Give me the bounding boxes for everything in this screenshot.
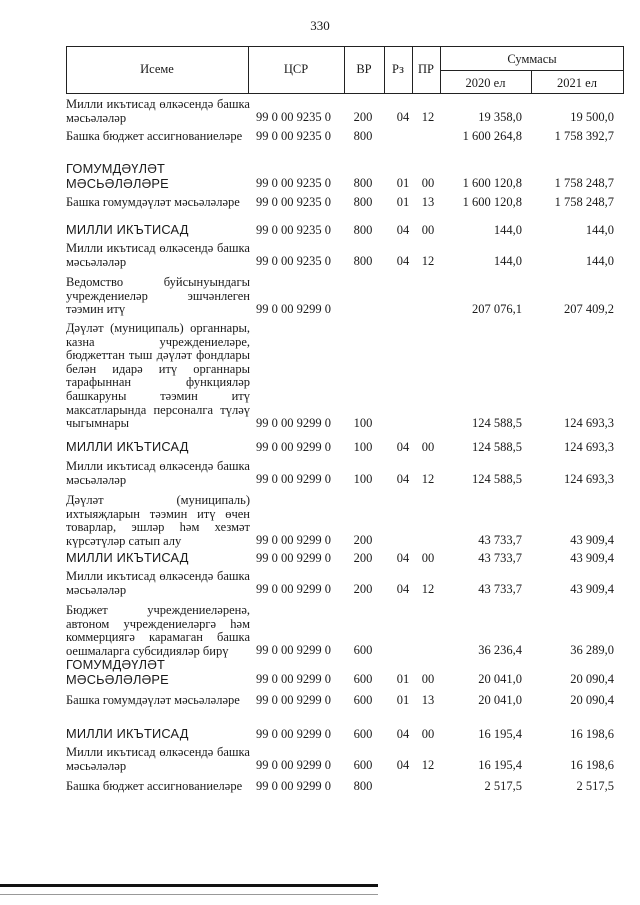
row-name: Милли икътисад өлкәсендә башка мәсьәләләр	[66, 97, 250, 125]
row-amount-2021: 144,0	[585, 254, 614, 269]
row-csr: 99 0 00 9235 0	[256, 110, 331, 125]
row-rz: 04	[396, 550, 410, 565]
header-year-2020: 2020 ел	[465, 76, 506, 90]
row-vr: 800	[353, 195, 373, 210]
row-rz: 04	[396, 254, 410, 269]
row-csr: 99 0 00 9299 0	[256, 726, 331, 741]
row-rz: 04	[396, 439, 410, 454]
row-pr: 12	[421, 758, 435, 773]
row-vr: 600	[353, 643, 373, 658]
row-name: Милли икътисад өлкәсендә башка мәсьәләләр	[66, 569, 250, 597]
row-vr: 600	[353, 671, 373, 686]
row-amount-2021: 36 289,0	[570, 643, 614, 658]
row-amount-2020: 1 600 120,8	[462, 175, 522, 190]
row-vr: 800	[353, 175, 373, 190]
row-amount-2020: 43 733,7	[478, 550, 522, 565]
row-name: Милли икътисад өлкәсендә башка мәсьәләләр	[66, 241, 250, 269]
row-csr: 99 0 00 9299 0	[256, 643, 331, 658]
row-pr: 00	[421, 222, 435, 237]
row-amount-2021: 124 693,3	[564, 416, 614, 431]
row-csr: 99 0 00 9299 0	[256, 671, 331, 686]
row-rz: 04	[396, 582, 410, 597]
row-amount-2021: 144,0	[585, 222, 614, 237]
row-amount-2020: 124 588,5	[472, 472, 522, 487]
row-csr: 99 0 00 9299 0	[256, 779, 331, 794]
row-vr: 800	[353, 129, 373, 144]
row-name: МИЛЛИ ИКЪТИСАД	[66, 222, 189, 237]
row-amount-2020: 16 195,4	[478, 726, 522, 741]
row-amount-2020: 144,0	[493, 222, 522, 237]
row-csr: 99 0 00 9299 0	[256, 533, 331, 548]
row-rz: 04	[396, 726, 410, 741]
header-amounts: Суммасы	[507, 52, 557, 66]
row-name: Милли икътисад өлкәсендә башка мәсьәләләр	[66, 459, 250, 487]
row-pr: 00	[421, 726, 435, 741]
row-name: Бюджет учреждениеләренә, автоном учреждениеләргә һәм коммерциягә карамаган башка оешмаларга субсидияләр бирү	[66, 603, 250, 658]
row-amount-2021: 16 198,6	[570, 758, 614, 773]
row-vr: 800	[353, 779, 373, 794]
row-amount-2020: 19 358,0	[478, 110, 522, 125]
row-name: МИЛЛИ ИКЪТИСАД	[66, 726, 189, 741]
header-year-2021: 2021 ел	[557, 76, 597, 90]
row-csr: 99 0 00 9235 0	[256, 195, 331, 210]
row-pr: 13	[421, 195, 435, 210]
row-pr: 00	[421, 550, 435, 565]
row-amount-2021: 1 758 248,7	[554, 175, 614, 190]
header-pr: ПР	[418, 62, 434, 76]
row-amount-2021: 1 758 392,7	[554, 129, 614, 144]
row-amount-2021: 124 693,3	[564, 472, 614, 487]
row-csr: 99 0 00 9299 0	[256, 758, 331, 773]
row-amount-2021: 43 909,4	[570, 582, 614, 597]
header-csr: ЦСР	[283, 62, 309, 76]
header-rz: Рз	[392, 62, 404, 76]
bottom-rule	[0, 884, 378, 887]
row-name: Милли икътисад өлкәсендә башка мәсьәләләр	[66, 745, 250, 773]
row-csr: 99 0 00 9235 0	[256, 254, 331, 269]
row-name: МИЛЛИ ИКЪТИСАД	[66, 550, 189, 565]
row-csr: 99 0 00 9299 0	[256, 302, 331, 317]
row-vr: 200	[353, 110, 373, 125]
row-vr: 100	[353, 439, 373, 454]
row-pr: 00	[421, 175, 435, 190]
header-name: Исеме	[140, 62, 174, 76]
row-name: Башка бюджет ассигнованиеләре	[66, 779, 243, 793]
row-pr: 12	[421, 254, 435, 269]
row-vr: 200	[353, 550, 373, 565]
row-amount-2020: 43 733,7	[478, 582, 522, 597]
row-pr: 13	[421, 693, 435, 708]
row-vr: 600	[353, 758, 373, 773]
row-name: Ведомство буйсынуындагы учреждениеләр эшчәнлеген тәэмин итү	[66, 275, 250, 317]
table-header	[66, 46, 624, 94]
row-csr: 99 0 00 9299 0	[256, 582, 331, 597]
row-amount-2021: 207 409,2	[564, 302, 614, 317]
row-rz: 01	[396, 693, 410, 708]
row-name: ГОМУМДӘҮЛӘТ МӘСЬӘЛӘЛӘРЕ	[66, 161, 169, 191]
row-vr: 600	[353, 693, 373, 708]
row-amount-2021: 43 909,4	[570, 550, 614, 565]
row-pr: 12	[421, 110, 435, 125]
row-csr: 99 0 00 9299 0	[256, 439, 331, 454]
row-amount-2021: 2 517,5	[576, 779, 614, 794]
row-name: Дәүләт (муниципаль) органнары, казна учреждениеләре, бюджеттан тыш дәүләт фондлары белән идарә итү органнары тарафыннан функцияләр башкаруны тәэмин итү максатларында персоналга түләү чыгымнары	[66, 321, 250, 431]
row-amount-2021: 20 090,4	[570, 671, 614, 686]
row-csr: 99 0 00 9299 0	[256, 472, 331, 487]
row-pr: 12	[421, 582, 435, 597]
row-csr: 99 0 00 9299 0	[256, 693, 331, 708]
row-amount-2020: 20 041,0	[478, 671, 522, 686]
row-vr: 600	[353, 726, 373, 741]
row-csr: 99 0 00 9299 0	[256, 550, 331, 565]
row-pr: 00	[421, 439, 435, 454]
header-vr: ВР	[356, 62, 372, 76]
row-rz: 01	[396, 195, 410, 210]
row-csr: 99 0 00 9235 0	[256, 222, 331, 237]
row-amount-2021: 20 090,4	[570, 693, 614, 708]
row-vr: 100	[353, 472, 373, 487]
row-rz: 04	[396, 110, 410, 125]
row-pr: 12	[421, 472, 435, 487]
row-amount-2020: 144,0	[493, 254, 522, 269]
row-amount-2020: 43 733,7	[478, 533, 522, 548]
row-amount-2021: 16 198,6	[570, 726, 614, 741]
row-amount-2020: 2 517,5	[484, 779, 522, 794]
row-name: ГОМУМДӘҮЛӘТ МӘСЬӘЛӘЛӘРЕ	[66, 657, 169, 687]
row-amount-2020: 124 588,5	[472, 416, 522, 431]
row-amount-2021: 124 693,3	[564, 439, 614, 454]
row-rz: 01	[396, 175, 410, 190]
row-amount-2020: 16 195,4	[478, 758, 522, 773]
row-amount-2020: 36 236,4	[478, 643, 522, 658]
row-name: Башка гомумдәүләт мәсьәләләре	[66, 693, 240, 707]
row-name: Башка гомумдәүләт мәсьәләләре	[66, 195, 240, 209]
row-pr: 00	[421, 671, 435, 686]
row-amount-2020: 207 076,1	[472, 302, 522, 317]
row-amount-2020: 1 600 264,8	[462, 129, 522, 144]
row-amount-2021: 1 758 248,7	[554, 195, 614, 210]
row-csr: 99 0 00 9299 0	[256, 416, 331, 431]
row-rz: 01	[396, 671, 410, 686]
row-name: МИЛЛИ ИКЪТИСАД	[66, 439, 189, 454]
row-name: Башка бюджет ассигнованиеләре	[66, 129, 243, 143]
row-csr: 99 0 00 9235 0	[256, 175, 331, 190]
page-number: 330	[310, 18, 330, 33]
row-amount-2021: 43 909,4	[570, 533, 614, 548]
row-vr: 200	[353, 533, 373, 548]
scan-edge-line	[0, 894, 378, 895]
row-name: Дәүләт (муниципаль) ихтыяҗларын тәэмин итү өчен товарлар, эшләр һәм хезмәт күрсәтүләр сатып алу	[66, 493, 250, 548]
row-vr: 200	[353, 582, 373, 597]
row-vr: 800	[353, 254, 373, 269]
row-csr: 99 0 00 9235 0	[256, 129, 331, 144]
row-amount-2020: 20 041,0	[478, 693, 522, 708]
row-rz: 04	[396, 222, 410, 237]
row-rz: 04	[396, 472, 410, 487]
row-amount-2020: 1 600 120,8	[462, 195, 522, 210]
row-vr: 100	[353, 416, 373, 431]
row-amount-2021: 19 500,0	[570, 110, 614, 125]
row-vr: 800	[353, 222, 373, 237]
row-amount-2020: 124 588,5	[472, 439, 522, 454]
row-rz: 04	[396, 758, 410, 773]
